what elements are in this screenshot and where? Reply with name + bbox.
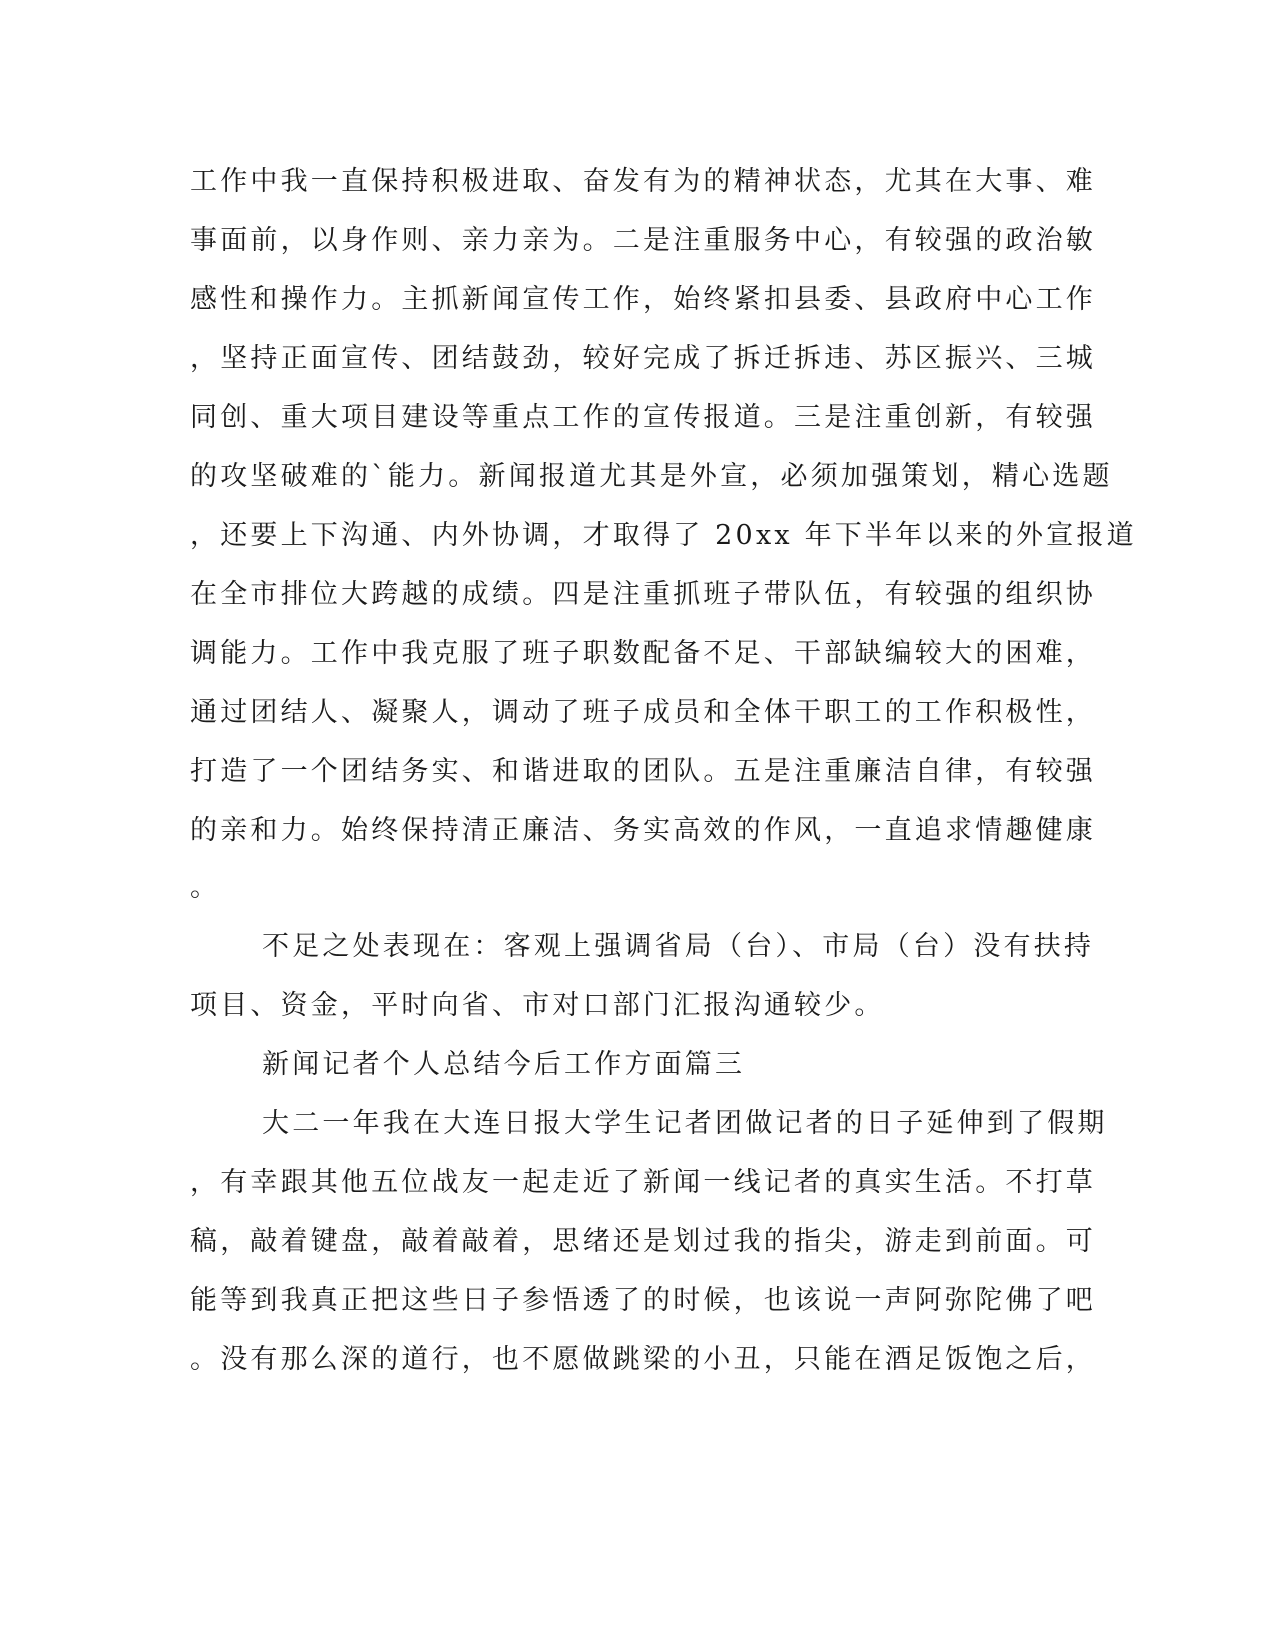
- text-line: 在全市排位大跨越的成绩。四是注重抓班子带队伍，有较强的组织协: [190, 579, 1096, 610]
- text-line: ，有幸跟其他五位战友一起走近了新闻一线记者的真实生活。不打草: [190, 1167, 1096, 1198]
- text-line: 调能力。工作中我克服了班子职数配备不足、干部缺编较大的困难，: [190, 638, 1096, 669]
- paragraph-first-line: 不足之处表现在：客观上强调省局（台）、市局（台）没有扶持: [262, 931, 1095, 962]
- text-line: 能等到我真正把这些日子参悟透了的时候，也该说一声阿弥陀佛了吧: [190, 1285, 1096, 1316]
- text-line: 通过团结人、凝聚人，调动了班子成员和全体干职工的工作积极性，: [190, 697, 1096, 728]
- text-line: 的攻坚破难的`能力。新闻报道尤其是外宣，必须加强策划，精心选题: [190, 461, 1113, 492]
- text-line: 项目、资金，平时向省、市对口部门汇报沟通较少。: [190, 990, 885, 1021]
- paragraph-first-line: 大二一年我在大连日报大学生记者团做记者的日子延伸到了假期: [262, 1108, 1108, 1139]
- text-line: ，还要上下沟通、内外协调，才取得了 20xx 年下半年以来的外宣报道: [190, 520, 1137, 551]
- text-line: 稿，敲着键盘，敲着敲着，思绪还是划过我的指尖，游走到前面。可: [190, 1226, 1096, 1257]
- text-line: 打造了一个团结务实、和谐进取的团队。五是注重廉洁自律，有较强: [190, 756, 1096, 787]
- text-line: 同创、重大项目建设等重点工作的宣传报道。三是注重创新，有较强: [190, 402, 1096, 433]
- text-line: 。没有那么深的道行，也不愿做跳梁的小丑，只能在酒足饭饱之后，: [190, 1344, 1096, 1375]
- text-line: ，坚持正面宣传、团结鼓劲，较好完成了拆迁拆违、苏区振兴、三城: [190, 343, 1096, 374]
- section-heading: 新闻记者个人总结今后工作方面篇三: [262, 1049, 746, 1080]
- text-line: 的亲和力。始终保持清正廉洁、务实高效的作风，一直追求情趣健康: [190, 815, 1096, 846]
- text-line: 。: [190, 872, 221, 903]
- text-line: 感性和操作力。主抓新闻宣传工作，始终紧扣县委、县政府中心工作: [190, 284, 1096, 315]
- text-line: 工作中我一直保持积极进取、奋发有为的精神状态，尤其在大事、难: [190, 166, 1096, 197]
- text-line: 事面前，以身作则、亲力亲为。二是注重服务中心，有较强的政治敏: [190, 225, 1096, 256]
